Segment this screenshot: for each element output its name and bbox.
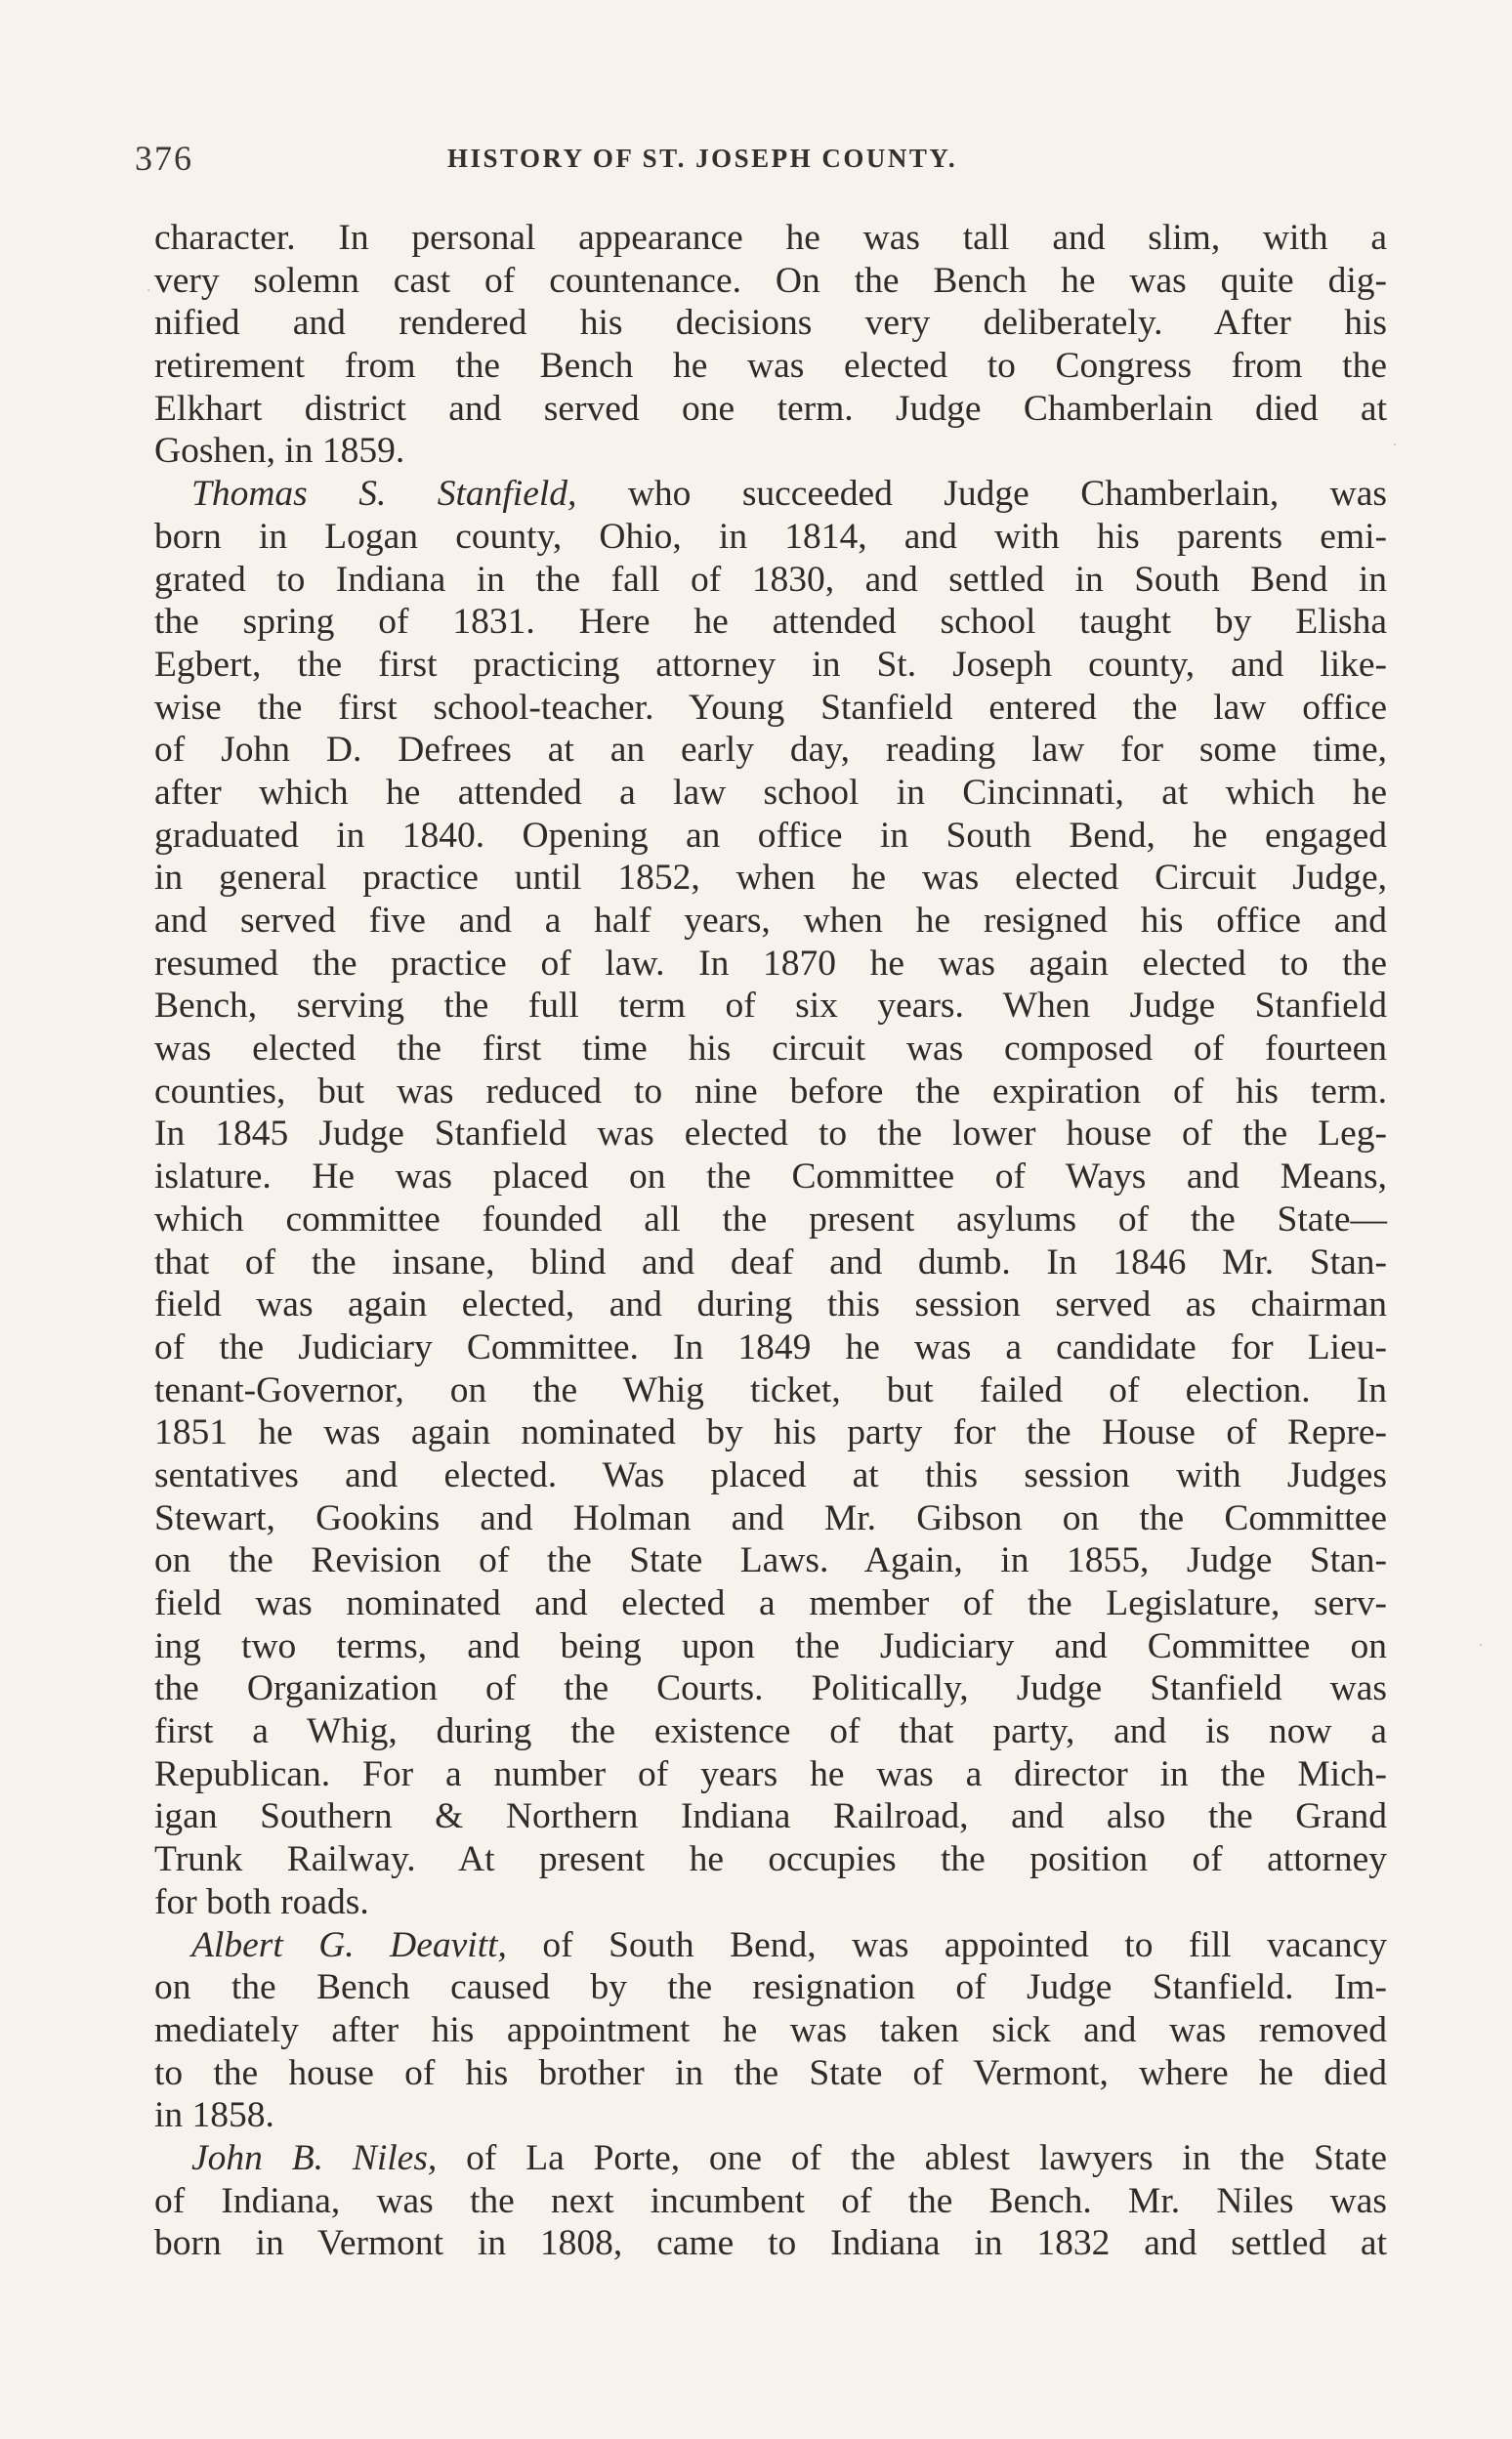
- running-title: HISTORY OF ST. JOSEPH COUNTY.: [447, 144, 958, 173]
- text-line: [154, 1625, 1387, 1668]
- line-text: very solemn cast of countenance. On the Bench he was quite dig-: [154, 260, 1387, 301]
- running-head: [135, 135, 1385, 182]
- text-line: [154, 260, 1387, 303]
- text-line: [154, 302, 1387, 345]
- line-text: first a Whig, during the existence of that party, and is now a: [154, 1711, 1387, 1752]
- line-text: resumed the practice of law. In 1870 he was again elected to the: [154, 943, 1387, 984]
- line-text: In 1845 Judge Stanfield was elected to the lower house of the Leg-: [154, 1114, 1387, 1155]
- text-line: [154, 217, 1387, 260]
- line-text: mediately after his appointment he was taken sick and was removed: [154, 2009, 1387, 2050]
- text-line: [154, 1198, 1387, 1241]
- text-line: [154, 430, 1387, 473]
- line-text: graduated in 1840. Opening an office in South Bend, he engaged: [154, 815, 1387, 856]
- line-text: Goshen, in 1859.: [154, 431, 405, 472]
- person-name: Albert G. Deavitt,: [191, 1924, 507, 1965]
- text-line: [154, 1795, 1387, 1838]
- body-text: [154, 217, 1387, 2265]
- line-text: tenant-Governor, on the Whig ticket, but failed of election. In: [154, 1369, 1387, 1410]
- margin-speck-mark: ·: [1393, 438, 1398, 453]
- text-line: [154, 1369, 1387, 1412]
- text-line: [154, 2009, 1387, 2052]
- text-line: [154, 516, 1387, 559]
- text-line: [154, 2052, 1387, 2095]
- person-name: John B. Niles,: [191, 2137, 438, 2178]
- text-line: [154, 815, 1387, 858]
- text-line: [154, 1667, 1387, 1710]
- line-text: the Organization of the Courts. Politically, Judge Stanfield was: [154, 1668, 1387, 1709]
- line-text: Elkhart district and served one term. Judge Chamberlain died at: [154, 388, 1387, 429]
- text-line: [154, 1753, 1387, 1796]
- text-line: [154, 1582, 1387, 1625]
- line-text: was elected the first time his circuit was composed of fourteen: [154, 1029, 1387, 1070]
- line-text: character. In personal appearance he was tall and slim, with a: [154, 218, 1387, 258]
- line-text: that of the insane, blind and deaf and dumb. In 1846 Mr. Stan-: [154, 1241, 1387, 1283]
- text-line: [154, 388, 1387, 431]
- line-text: the spring of 1831. Here he attended school taught by Elisha: [154, 602, 1387, 643]
- text-line: [154, 2222, 1387, 2265]
- line-text: of La Porte, one of the ablest lawyers in the State: [437, 2137, 1387, 2178]
- text-line: [154, 985, 1387, 1028]
- page-number: 376: [135, 139, 193, 178]
- text-line: [154, 644, 1387, 687]
- text-line: [154, 943, 1387, 986]
- text-line: [154, 2180, 1387, 2223]
- text-line: [154, 2094, 1387, 2137]
- text-line: [154, 1113, 1387, 1156]
- line-text: nified and rendered his decisions very deliberately. After his: [154, 303, 1387, 344]
- line-text: Egbert, the first practicing attorney in St. Joseph county, and like-: [154, 644, 1387, 685]
- text-line: [154, 345, 1387, 388]
- line-text: of Indiana, was the next incumbent of the Bench. Mr. Niles was: [154, 2180, 1387, 2221]
- line-text: born in Vermont in 1808, came to Indiana in 1832 and settled at: [154, 2223, 1387, 2264]
- line-text: Bench, serving the full term of six years. When Judge Stanfield: [154, 986, 1387, 1027]
- text-line: [154, 559, 1387, 602]
- line-text: for both roads.: [154, 1881, 369, 1922]
- line-text: on the Bench caused by the resignation of Judge Stanfield. Im-: [154, 1967, 1387, 2008]
- text-line: [154, 729, 1387, 772]
- line-text: after which he attended a law school in Cincinnati, at which he: [154, 772, 1387, 813]
- text-line: [154, 473, 1387, 516]
- text-line: [154, 687, 1387, 730]
- line-text: Republican. For a number of years he was a director in the Mich-: [154, 1753, 1387, 1794]
- text-line: [154, 900, 1387, 943]
- line-text: Trunk Railway. At present he occupies the position of attorney: [154, 1839, 1387, 1880]
- text-line: [154, 772, 1387, 815]
- text-line: [154, 1881, 1387, 1924]
- line-text: of South Bend, was appointed to fill vacancy: [506, 1924, 1387, 1965]
- line-text: Stewart, Gookins and Holman and Mr. Gibson on the Committee: [154, 1497, 1387, 1538]
- text-line: [154, 1966, 1387, 2009]
- text-line: [154, 1326, 1387, 1369]
- line-text: and served five and a half years, when he resigned his office and: [154, 901, 1387, 941]
- line-text: which committee founded all the present asylums of the State—: [154, 1198, 1387, 1240]
- person-name: Thomas S. Stanfield,: [191, 474, 577, 515]
- line-text: of John D. Defrees at an early day, reading law for some time,: [154, 730, 1387, 771]
- line-text: who succeeded Judge Chamberlain, was: [576, 474, 1387, 515]
- text-line: [154, 1454, 1387, 1497]
- line-text: field was again elected, and during this session served as chairman: [154, 1284, 1387, 1325]
- line-text: on the Revision of the State Laws. Again, in 1855, Judge Stan-: [154, 1540, 1387, 1581]
- text-line: [154, 1241, 1387, 1284]
- line-text: islature. He was placed on the Committee of Ways and Means,: [154, 1156, 1387, 1198]
- text-line: [154, 1411, 1387, 1454]
- line-text: igan Southern & Northern Indiana Railroad, and also the Grand: [154, 1796, 1387, 1837]
- line-text: retirement from the Bench he was elected to Congress from the: [154, 346, 1387, 387]
- text-line: [154, 1497, 1387, 1540]
- line-text: in 1858.: [154, 2095, 274, 2136]
- text-line: [154, 1156, 1387, 1198]
- line-text: ing two terms, and being upon the Judiciary and Committee on: [154, 1625, 1387, 1666]
- line-text: wise the first school-teacher. Young Stanfield entered the law office: [154, 687, 1387, 728]
- text-line: [154, 1539, 1387, 1582]
- line-text: of the Judiciary Committee. In 1849 he was a candidate for Lieu-: [154, 1326, 1387, 1367]
- margin-speck-mark: ·: [147, 283, 151, 299]
- text-line: [154, 601, 1387, 644]
- text-line: [154, 2137, 1387, 2180]
- line-text: in general practice until 1852, when he was elected Circuit Judge,: [154, 858, 1387, 899]
- line-text: 1851 he was again nominated by his party for the House of Repre-: [154, 1412, 1387, 1453]
- line-text: to the house of his brother in the State of Vermont, where he died: [154, 2052, 1387, 2093]
- text-line: [154, 1028, 1387, 1071]
- text-line: [154, 1071, 1387, 1114]
- line-text: counties, but was reduced to nine before the expiration of his term.: [154, 1071, 1387, 1112]
- line-text: born in Logan county, Ohio, in 1814, and with his parents emi-: [154, 516, 1387, 557]
- text-line: [154, 1924, 1387, 1967]
- line-text: grated to Indiana in the fall of 1830, and settled in South Bend in: [154, 559, 1387, 600]
- text-line: [154, 1710, 1387, 1753]
- line-text: field was nominated and elected a member of the Legislature, serv-: [154, 1583, 1387, 1623]
- text-line: [154, 857, 1387, 900]
- margin-speck-mark: ·: [1479, 1638, 1484, 1654]
- line-text: sentatives and elected. Was placed at this session with Judges: [154, 1454, 1387, 1495]
- text-line: [154, 1283, 1387, 1326]
- text-line: [154, 1838, 1387, 1881]
